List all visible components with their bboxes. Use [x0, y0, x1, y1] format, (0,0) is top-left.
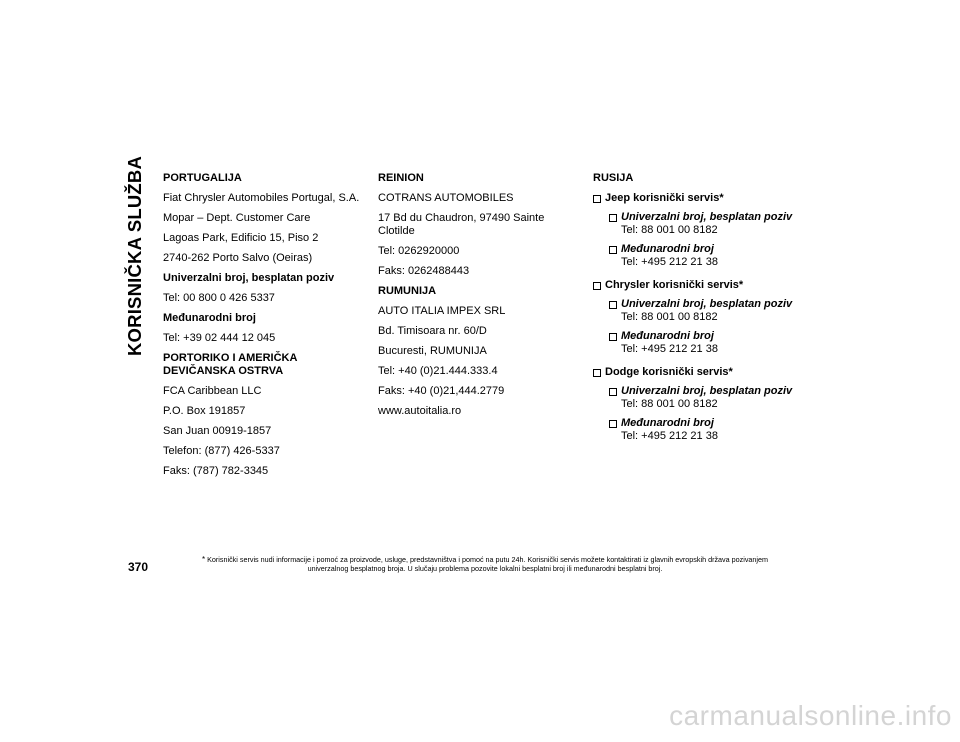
col1-line: Fiat Chrysler Automobiles Portugal, S.A. — [163, 192, 360, 204]
service-number — [609, 243, 798, 269]
footnote — [174, 556, 796, 573]
service-number-tel: Tel: +495 212 21 38 — [621, 343, 718, 355]
col1-line: Univerzalni broj, besplatan poziv — [163, 272, 335, 284]
col1-line: San Juan 00919-1857 — [163, 425, 272, 437]
col1-line: FCA Caribbean LLC — [163, 385, 262, 397]
column-reunion-romania — [378, 172, 578, 425]
service-number-label: Međunarodni broj — [621, 330, 714, 342]
col2-line: Bd. Timisoara nr. 60/D — [378, 325, 487, 337]
service-number — [609, 330, 798, 356]
col1-line: Tel: +39 02 444 12 045 — [163, 332, 276, 344]
service-brand-label: Jeep korisnički servis* — [605, 192, 724, 204]
section-side-title: KORISNIČKA SLUŽBA — [124, 155, 145, 356]
col2-line: 17 Bd du Chaudron, 97490 Sainte Clotilde — [378, 212, 545, 237]
service-number — [609, 385, 798, 411]
col1-line: Faks: (787) 782-3345 — [163, 465, 269, 477]
col1-line: Lagoas Park, Edificio 15, Piso 2 — [163, 232, 319, 244]
footnote-line-1: Korisnički servis nudi informacije i pomoć za proizvode, usluge, predstavništva i pomoć na putu 24h. Korisnički servis možete kontaktirati iz glavnih evropskih država pozivanjem — [207, 555, 768, 564]
col1-line: Međunarodni broj — [163, 312, 256, 324]
service-brand — [593, 279, 798, 292]
checkbox-square-icon — [609, 333, 617, 341]
service-number-title — [609, 417, 798, 430]
service-number-tel: Tel: 88 001 00 8182 — [621, 311, 718, 323]
col1-line: Tel: 00 800 0 426 5337 — [163, 292, 275, 304]
service-number-label: Međunarodni broj — [621, 243, 714, 255]
russia-services — [593, 192, 798, 443]
service-number-title — [609, 211, 798, 224]
col2-line: www.autoitalia.ro — [378, 405, 462, 417]
col2-line: COTRANS AUTOMOBILES — [378, 192, 514, 204]
service-number-label: Univerzalni broj, besplatan poziv — [621, 385, 793, 397]
service-number-tel: Tel: 88 001 00 8182 — [621, 224, 718, 236]
service-number-title — [609, 330, 798, 343]
service-number-tel: Tel: +495 212 21 38 — [621, 430, 718, 442]
column-portugal-puerto-rico — [163, 172, 363, 485]
col1-line: P.O. Box 191857 — [163, 405, 246, 417]
service-brand-label: Dodge korisnički servis* — [605, 366, 733, 378]
service-number-label: Univerzalni broj, besplatan poziv — [621, 298, 793, 310]
service-number — [609, 417, 798, 443]
service-number-title — [609, 243, 798, 256]
checkbox-square-icon — [609, 214, 617, 222]
footnote-star: * — [201, 555, 206, 564]
checkbox-square-icon — [593, 282, 601, 290]
col1-line: PORTUGALIJA — [163, 172, 242, 184]
col1-line: 2740-262 Porto Salvo (Oeiras) — [163, 252, 313, 264]
page-number: 370 — [128, 560, 149, 574]
col1-line: Telefon: (877) 426-5337 — [163, 445, 280, 457]
col2-line: REINION — [378, 172, 424, 184]
checkbox-square-icon — [609, 420, 617, 428]
checkbox-square-icon — [609, 388, 617, 396]
service-number-title — [609, 385, 798, 398]
service-number-tel: Tel: 88 001 00 8182 — [621, 398, 718, 410]
col2-line: Faks: +40 (0)21,444.2779 — [378, 385, 505, 397]
col2-line: AUTO ITALIA IMPEX SRL — [378, 305, 506, 317]
service-number-label: Univerzalni broj, besplatan poziv — [621, 211, 793, 223]
col1-line: PORTORIKO I AMERIČKA DEVIČANSKA OSTRVA — [163, 352, 298, 377]
checkbox-square-icon — [609, 246, 617, 254]
checkbox-square-icon — [593, 195, 601, 203]
col2-line: RUMUNIJA — [378, 285, 437, 297]
service-brand-label: Chrysler korisnički servis* — [605, 279, 744, 291]
column-russia — [593, 172, 798, 443]
service-brand — [593, 192, 798, 205]
watermark: carmanualsonline.info — [669, 700, 952, 731]
checkbox-square-icon — [609, 301, 617, 309]
col2-line: Faks: 0262488443 — [378, 265, 470, 277]
russia-heading: RUSIJA — [593, 172, 634, 184]
service-number-title — [609, 298, 798, 311]
col1-line: Mopar – Dept. Customer Care — [163, 212, 311, 224]
service-brand — [593, 366, 798, 379]
service-number-label: Međunarodni broj — [621, 417, 714, 429]
col2-line: Tel: 0262920000 — [378, 245, 460, 257]
col2-line: Bucuresti, RUMUNIJA — [378, 345, 487, 357]
service-number — [609, 298, 798, 324]
checkbox-square-icon — [593, 369, 601, 377]
service-number — [609, 211, 798, 237]
col2-line: Tel: +40 (0)21.444.333.4 — [378, 365, 498, 377]
service-number-tel: Tel: +495 212 21 38 — [621, 256, 718, 268]
footnote-line-2: univerzalnog besplatnog broja. U slučaju problema pozovite lokalni besplatni broj ili međunarodni besplatni broj. — [307, 563, 663, 573]
